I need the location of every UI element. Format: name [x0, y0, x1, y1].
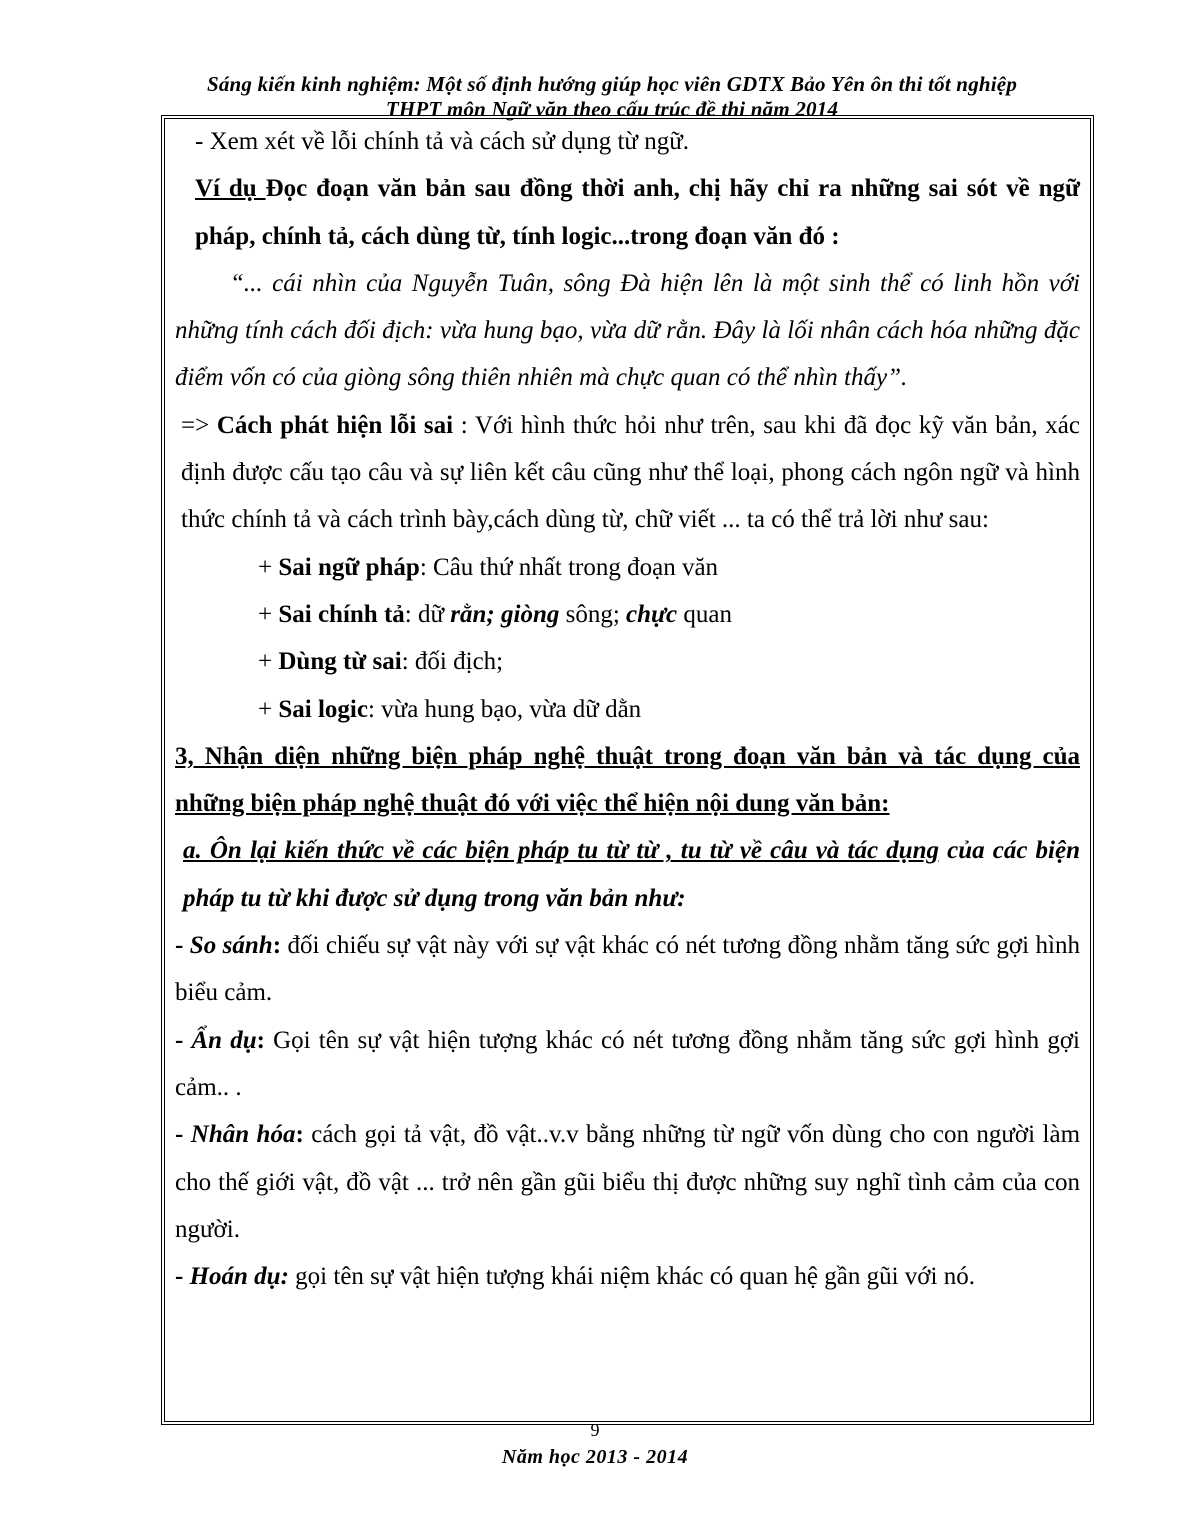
- error-word-text: : đối địch;: [401, 648, 504, 676]
- example-prompt: Đọc đoạn văn bản sau đồng thời anh, chị hãy chỉ ra những sai sót về ngữ pháp, chính tả, cách dùng từ, tính logic...trong đoạn văn đó :: [195, 175, 1081, 250]
- page-footer: Năm học 2013 - 2014: [501, 1446, 689, 1468]
- dash-item: - Xem xét về lỗi chính tả và cách sử dụng từ ngữ.: [195, 128, 689, 155]
- term-definition: cách gọi tả vật, đồ vật..v.v bằng những từ ngữ vốn dùng cho con người làm cho thế giới vật, đồ vật ... trở nên gần gũi biểu thị được những suy nghĩ tình cảm của con người.: [175, 1121, 1081, 1243]
- error-spelling-word-1: rằn; giòng: [450, 600, 560, 628]
- error-spelling-text-2: sông;: [559, 600, 627, 628]
- term-colon: :: [272, 932, 282, 960]
- term-definition: đối chiếu sự vật này với sự vật khác có nét tương đồng nhằm tăng sức gợi hình biểu cảm.: [175, 932, 1080, 1007]
- page-number: 9: [590, 1420, 600, 1440]
- page-content: [175, 118, 1080, 1300]
- subsection-a: [175, 827, 1080, 922]
- term-colon: :: [295, 1121, 304, 1149]
- example-paragraph: [175, 165, 1080, 260]
- term-nhan-hoa: [175, 1111, 1080, 1253]
- term-definition: Gọi tên sự vật hiện tượng khác có nét tương đồng nhằm tăng sức gợi hình gợi cảm.. .: [175, 1026, 1080, 1101]
- error-logic-prefix: +: [258, 695, 279, 723]
- error-logic-text: : vừa hung bạo, vừa dữ dằn: [367, 695, 642, 723]
- error-grammar-label: Sai ngữ pháp: [278, 553, 420, 581]
- error-grammar: [175, 544, 1080, 591]
- example-label: Ví dụ: [195, 175, 266, 203]
- error-logic: [175, 686, 1080, 733]
- error-word-prefix: +: [258, 648, 279, 676]
- error-spelling-word-2: chực: [626, 600, 678, 628]
- term-hoan-du: [175, 1253, 1080, 1300]
- term-so-sanh: [175, 922, 1080, 1017]
- error-spelling: [175, 591, 1080, 638]
- error-grammar-prefix: +: [258, 553, 279, 581]
- term-dash: -: [175, 1263, 190, 1291]
- error-spelling-text-1: : dữ: [404, 600, 451, 628]
- method-text: : Với hình thức hỏi như trên, sau khi đã đọc kỹ văn bản, xác định được cấu tạo câu và sự liên kết câu cũng như thể loại, phong cách ngôn ngữ và hình thức chính tả và cách trình bày,cách dùng từ, chữ viết ... ta có thể trả lời như sau:: [181, 411, 1080, 534]
- error-spelling-label: Sai chính tả: [278, 600, 405, 628]
- term-an-du: [175, 1017, 1080, 1112]
- header-line-1: Sáng kiến kinh nghiệm: Một số định hướng giúp học viên GDTX Bảo Yên ôn thi tốt nghiệp: [206, 72, 1018, 96]
- error-spelling-prefix: +: [258, 600, 279, 628]
- method-label: Cách phát hiện lỗi sai: [216, 411, 454, 439]
- subsection-a-rest: của các biện pháp tu từ khi được sử dụng trong văn bản như:: [183, 837, 1081, 912]
- subsection-a-underlined: a. Ôn lại kiến thức về các biện pháp tu từ từ , tu từ về câu và tác dụng: [183, 837, 939, 865]
- term-label: So sánh: [189, 932, 273, 960]
- term-definition: gọi tên sự vật hiện tượng khái niệm khác có quan hệ gần gũi với nó.: [288, 1263, 975, 1291]
- page-header: [140, 72, 1084, 122]
- term-label: Ẩn dụ: [191, 1026, 257, 1054]
- error-logic-label: Sai logic: [278, 695, 368, 723]
- method-paragraph: [175, 402, 1080, 544]
- method-arrow: =>: [181, 411, 217, 439]
- term-label: Hoán dụ:: [189, 1263, 289, 1291]
- error-spelling-text-3: quan: [677, 600, 732, 628]
- error-grammar-text: : Câu thứ nhất trong đoạn văn: [419, 553, 719, 581]
- term-dash: -: [175, 1121, 191, 1149]
- term-label: Nhân hóa: [190, 1121, 296, 1149]
- term-dash: -: [175, 932, 190, 960]
- error-word-label: Dùng từ sai: [278, 648, 402, 676]
- header-line-2: THPT môn Ngữ văn theo cấu trúc đề thi năm 2014: [385, 97, 839, 121]
- quote-paragraph: “... cái nhìn của Nguyễn Tuân, sông Đà hiện lên là một sinh thể có linh hồn với những tính cách đối địch: vừa hung bạo, vừa dữ rằn. Đây là lối nhân cách hóa những đặc điểm vốn có của giòng sông thiên nhiên mà chực quan có thể nhìn thấy”.: [175, 269, 1080, 392]
- term-colon: :: [256, 1026, 265, 1054]
- section-3-title: 3, Nhận diện những biện pháp nghệ thuật trong đoạn văn bản và tác dụng của những biện pháp nghệ thuật đó với việc thể hiện nội dung văn bản:: [175, 742, 1080, 818]
- term-dash: -: [175, 1026, 192, 1054]
- error-word-usage: [175, 638, 1080, 685]
